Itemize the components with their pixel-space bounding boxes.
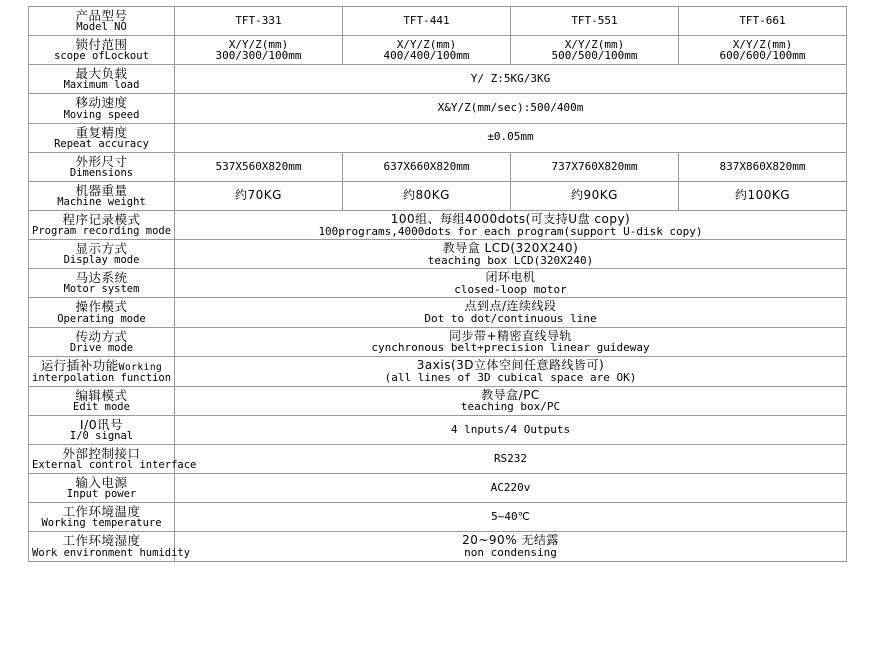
row-label-drive-mode: 传动方式 Drive mode <box>29 327 175 356</box>
row-label-repeat-accuracy: 重复精度 Repeat accuracy <box>29 123 175 152</box>
row-label-external-control-interface: 外部控制接口 External control interface <box>29 444 175 473</box>
row-label-edit-mode: 编辑模式 Edit mode <box>29 386 175 415</box>
cell-repeat-accuracy: ±0.05mm <box>175 123 847 152</box>
cell-dimensions-1: 537X560X820mm <box>175 152 343 181</box>
cell-model-1: TFT-331 <box>175 7 343 36</box>
cell-weight-2: 约80KG <box>343 181 511 210</box>
row-label-operating-mode: 操作模式 Operating mode <box>29 298 175 327</box>
cell-lockout-1: X/Y/Z(mm) 300/300/100mm <box>175 36 343 65</box>
row-label-input-power: 输入电源 Input power <box>29 474 175 503</box>
cell-lockout-4: X/Y/Z(mm) 600/600/100mm <box>679 36 847 65</box>
cell-dimensions-2: 637X660X820mm <box>343 152 511 181</box>
cell-lockout-2: X/Y/Z(mm) 400/400/100mm <box>343 36 511 65</box>
cell-model-2: TFT-441 <box>343 7 511 36</box>
row-label-lockout-scope: 锁付范围 scope ofLockout <box>29 36 175 65</box>
cell-model-4: TFT-661 <box>679 7 847 36</box>
cell-weight-1: 约70KG <box>175 181 343 210</box>
row-label-moving-speed: 移动速度 Moving speed <box>29 94 175 123</box>
cell-working-temperature: 5~40℃ <box>175 503 847 532</box>
row-label-working-temperature: 工作环境温度 Working temperature <box>29 503 175 532</box>
cell-working-humidity: 20~90% 无结露 non condensing <box>175 532 847 561</box>
table-row <box>29 415 847 444</box>
table-row <box>29 327 847 356</box>
cell-weight-3: 约90KG <box>511 181 679 210</box>
cell-drive-mode: 同步带+精密直线导轨 cynchronous belt+precision linear guideway <box>175 327 847 356</box>
cell-maximum-load: Y/ Z:5KG/3KG <box>175 65 847 94</box>
row-label-motor-system: 马达系统 Motor system <box>29 269 175 298</box>
row-label-interpolation-function: 运行插补功能Working interpolation function <box>29 356 175 386</box>
row-label-program-recording-mode: 程序记录模式 Program recording mode <box>29 210 175 239</box>
row-label-display-mode: 显示方式 Display mode <box>29 240 175 269</box>
table-row <box>29 94 847 123</box>
cell-io-signal: 4 lnputs/4 Outputs <box>175 415 847 444</box>
row-label-dimensions: 外形尺寸 Dimensions <box>29 152 175 181</box>
cell-model-3: TFT-551 <box>511 7 679 36</box>
cell-operating-mode: 点到点/连续线段 Dot to dot/continuous line <box>175 298 847 327</box>
cell-lockout-3: X/Y/Z(mm) 500/500/100mm <box>511 36 679 65</box>
table-row <box>29 298 847 327</box>
table-row <box>29 36 847 65</box>
row-label-working-humidity: 工作环境湿度 Work environment humidity <box>29 532 175 561</box>
table-row <box>29 210 847 239</box>
cell-program-recording-mode: 100组、每组4000dots(可支持U盘 copy) 100programs,4000dots for each program(support U-disk copy) <box>175 210 847 239</box>
specification-table <box>28 6 847 562</box>
cell-external-control-interface: RS232 <box>175 444 847 473</box>
table-row <box>29 240 847 269</box>
row-label-io-signal: I/0讯号 I/0 signal <box>29 415 175 444</box>
cell-moving-speed: X&Y/Z(mm/sec):500/400m <box>175 94 847 123</box>
table-row <box>29 503 847 532</box>
table-row <box>29 356 847 386</box>
cell-interpolation-function: 3axis(3D立体空间任意路线皆可) (all lines of 3D cubical space are OK) <box>175 356 847 386</box>
table-row <box>29 474 847 503</box>
table-row <box>29 386 847 415</box>
cell-weight-4: 约100KG <box>679 181 847 210</box>
row-label-maximum-load: 最大负载 Maximum load <box>29 65 175 94</box>
table-row <box>29 532 847 561</box>
table-row <box>29 181 847 210</box>
cell-input-power: AC220v <box>175 474 847 503</box>
cell-edit-mode: 教导盒/PC teaching box/PC <box>175 386 847 415</box>
table-row <box>29 65 847 94</box>
table-row <box>29 123 847 152</box>
row-label-model-no: 产品型号 Model NO <box>29 7 175 36</box>
table-row <box>29 444 847 473</box>
cell-display-mode: 教导盒 LCD(320X240) teaching box LCD(320X240) <box>175 240 847 269</box>
table-row <box>29 7 847 36</box>
table-row <box>29 269 847 298</box>
table-row <box>29 152 847 181</box>
cell-motor-system: 闭环电机 closed-loop motor <box>175 269 847 298</box>
cell-dimensions-3: 737X760X820mm <box>511 152 679 181</box>
cell-dimensions-4: 837X860X820mm <box>679 152 847 181</box>
spec-table-body <box>29 7 847 562</box>
row-label-machine-weight: 机器重量 Machine weight <box>29 181 175 210</box>
